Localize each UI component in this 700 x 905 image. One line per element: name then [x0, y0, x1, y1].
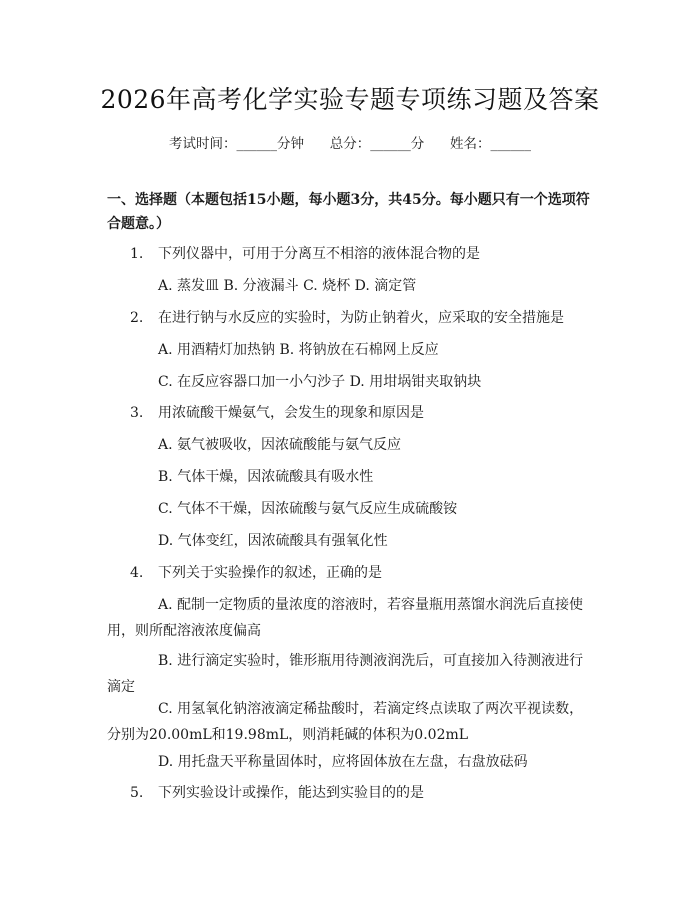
question-stem — [130, 783, 424, 803]
option-line: C. 在反应容器口加一小勺沙子 D. 用坩埚钳夹取钠块 — [158, 374, 482, 390]
option-line: B. 气体干燥，因浓硫酸具有吸水性 — [158, 469, 374, 485]
option-line: D. 气体变红，因浓硫酸具有强氧化性 — [158, 533, 388, 549]
exam-info-line: 考试时间：______分钟 总分：______分 姓名：______ — [169, 136, 531, 152]
question-number: 2. — [130, 310, 144, 326]
question-text: 下列仪器中，可用于分离互不相溶的液体混合物的是 — [158, 246, 480, 262]
option-paragraph: B. 进行滴定实验时，锥形瓶用待测液润洗后，可直接加入待测液进行滴定 — [107, 653, 584, 695]
question-number: 1. — [130, 246, 144, 262]
question-text: 在进行钠与水反应的实验时，为防止钠着火，应采取的安全措施是 — [158, 310, 564, 326]
option-paragraph: A. 配制一定物质的量浓度的溶液时，若容量瓶用蒸馏水润洗后直接使用，则所配溶液浓度偏高 — [107, 597, 584, 639]
option-line: C. 气体不干燥，因浓硫酸与氨气反应生成硫酸铵 — [158, 501, 458, 517]
question-number: 4. — [130, 565, 144, 581]
option-line: A. 氨气被吸收，因浓硫酸能与氨气反应 — [158, 437, 402, 453]
question-stem — [130, 403, 424, 423]
option-paragraph: D. 用托盘天平称量固体时，应将固体放在左盘，右盘放砝码 — [158, 754, 528, 770]
page-title: 2026年高考化学实验专题专项练习题及答案 — [100, 85, 600, 114]
question-stem — [130, 244, 480, 264]
question-stem — [130, 308, 564, 328]
question-text: 用浓硫酸干燥氨气，会发生的现象和原因是 — [158, 405, 424, 421]
option-line: A. 蒸发皿 B. 分液漏斗 C. 烧杯 D. 滴定管 — [158, 278, 417, 294]
option-line: A. 用酒精灯加热钠 B. 将钠放在石棉网上反应 — [158, 342, 439, 358]
option-paragraph: C. 用氢氧化钠溶液滴定稀盐酸时，若滴定终点读取了两次平视读数，分别为20.00mL和19.98mL，则消耗碱的体积为0.02mL — [107, 701, 584, 743]
section-heading: 一、选择题（本题包括15小题，每小题3分，共45分。每小题只有一个选项符合题意。） — [107, 192, 590, 232]
question-number: 5. — [130, 785, 144, 801]
question-stem — [130, 563, 382, 583]
question-text: 下列关于实验操作的叙述，正确的是 — [158, 565, 382, 581]
question-number: 3. — [130, 405, 144, 421]
question-text: 下列实验设计或操作，能达到实验目的的是 — [158, 785, 424, 801]
